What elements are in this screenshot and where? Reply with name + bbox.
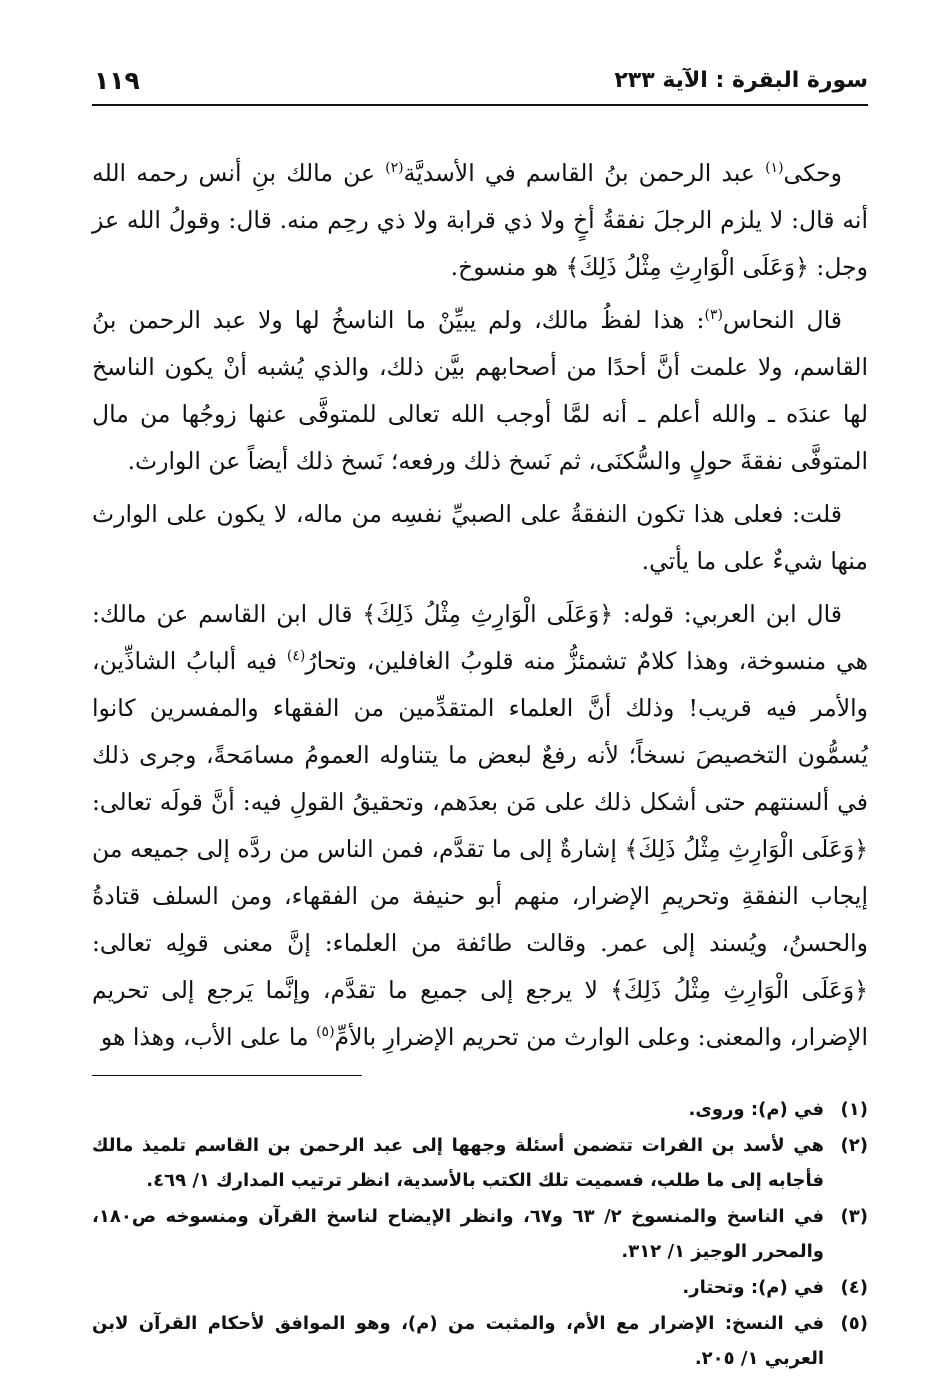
footnote-number: (٤) (840, 1277, 868, 1298)
footnote-marker[interactable]: (٥) (316, 1024, 335, 1041)
footnote-number: (٢) (840, 1135, 868, 1156)
book-page (92, 66, 868, 1369)
footnotes (92, 1092, 868, 1376)
paragraph (92, 150, 868, 291)
paragraph-text: وحكى (783, 159, 842, 187)
running-head: سورة البقرة : الآية ٢٣٣ (614, 68, 868, 93)
page-header (92, 66, 868, 106)
paragraph-text: قال النحاس (722, 306, 842, 334)
footnote-marker[interactable]: (١) (765, 160, 784, 177)
main-text (92, 150, 868, 1061)
footnote-number: (٣) (840, 1206, 868, 1227)
page-number: ١١٩ (94, 66, 140, 95)
footnote-item (92, 1270, 868, 1305)
footnote-number: (١) (840, 1099, 868, 1120)
footnote-marker[interactable]: (٢) (385, 160, 404, 177)
footnote-marker[interactable]: (٤) (286, 648, 306, 665)
footnote-text: في الناسخ والمنسوخ ٢/ ٦٣ و٦٧، وانظر الإيضاح لناسخ القرآن ومنسوخه ص١٨٠، والمحرر الوجيز ١/ ٣١٢. (92, 1206, 824, 1262)
footnote-text: هي لأسد بن الفرات تتضمن أسئلة وجهها إلى عبد الرحمن بن القاسم تلميذ مالك فأجابه إلى ما طلب، فسميت تلك الكتب بالأسدية، انظر ترتيب المدارك ١/ ٤٦٩. (92, 1135, 824, 1191)
paragraph-text: ما على الأب، وهذا هو (100, 1023, 317, 1051)
footnote-item (92, 1092, 868, 1127)
footnote-text: في (م): وروى. (688, 1099, 824, 1120)
paragraph-text: فيه ألبابُ الشاذِّين، والأمر فيه قريب! وذلك أنَّ العلماء المتقدِّمين من الفقهاء والمفسرين كانوا يُسمُّون التخصيصَ نسخاً؛ لأنه رفعٌ لبعض ما يتناوله العمومُ مسامَحةً، وجرى ذلك في ألسنتهم حتى أشكل ذلك على مَن بعدَهم، وتحقيقُ القولِ فيه: أنَّ قولَه تعالى: ﴿وَعَلَى الْوَارِثِ مِثْلُ ذَلِكَ﴾ إشارةٌ إلى ما تقدَّم، فمن الناس من ردَّه إلى جميعه من إيجاب النفقةِ وتحريمِ الإضرار، منهم أبو حنيفة من الفقهاء، ومن السلف قتادةُ والحسنُ، ويُسند إلى عمر. وقالت طائفة من العلماء: إنَّ معنى قولِه تعالى: ﴿وَعَلَى الْوَارِثِ مِثْلُ ذَلِكَ﴾ لا يرجع إلى جميع ما تقدَّم، وإنَّما يَرجع إلى تحريم الإضرار، والمعنى: وعلى الوارث من تحريم الإضرارِ بالأمِّ (92, 647, 868, 1051)
footnote-text: في (م): وتحتار. (682, 1277, 824, 1298)
footnote-divider (92, 1075, 362, 1076)
footnote-item (92, 1306, 868, 1376)
footnote-item (92, 1199, 868, 1269)
paragraph-text: : هذا لفظُ مالك، ولم يبيِّنْ ما الناسخُ لها ولا عبد الرحمن بنُ القاسم، ولا علمت أنَّ أحدًا من أصحابهم بيَّن ذلك، والذي يُشبه أنْ يكون الناسخ لها عندَه ـ والله أعلم ـ أنه لمَّا أوجب الله تعالى للمتوفَّى عنها زوجُها من مال المتوفَّى نفقةَ حولٍ والسُّكنَى، ثم نَسخ ذلك ورفعه؛ نَسخ ذلك أيضاً عن الوارث. (92, 306, 868, 475)
footnote-number: (٥) (840, 1313, 868, 1334)
footnote-marker[interactable]: (٣) (704, 307, 723, 324)
paragraph-text: قال ابن العربي: قوله: ﴿وَعَلَى الْوَارِثِ مِثْلُ ذَلِكَ﴾ قال ابن القاسم عن مالك: هي منسوخة، وهذا كلامٌ تشمئزُّ منه قلوبُ الغافلين، وتحارُ (92, 600, 868, 675)
paragraph (92, 491, 868, 585)
paragraph (92, 297, 868, 485)
paragraph (92, 591, 868, 1061)
paragraph-text: قلت: فعلى هذا تكون النفقةُ على الصبيِّ نفسِه من ماله، لا يكون على الوارث منها شيءٌ على ما يأتي. (92, 500, 868, 575)
footnote-text: في النسخ: الإضرار مع الأم، والمثبت من (م)، وهو الموافق لأحكام القرآن لابن العربي ١/ ٢٠٥. (92, 1313, 824, 1369)
paragraph-text: عن مالك بنِ أنس رحمه الله أنه قال: لا يلزم الرجلَ نفقةُ أخٍ ولا ذي قرابة ولا ذي رحِم منه. قال: وقولُ الله عز وجل: ﴿وَعَلَى الْوَارِثِ مِثْلُ ذَلِكَ﴾ هو منسوخ. (92, 159, 868, 281)
paragraph-text: عبد الرحمن بنُ القاسم في الأسديَّة (403, 159, 766, 187)
footnote-item (92, 1128, 868, 1198)
